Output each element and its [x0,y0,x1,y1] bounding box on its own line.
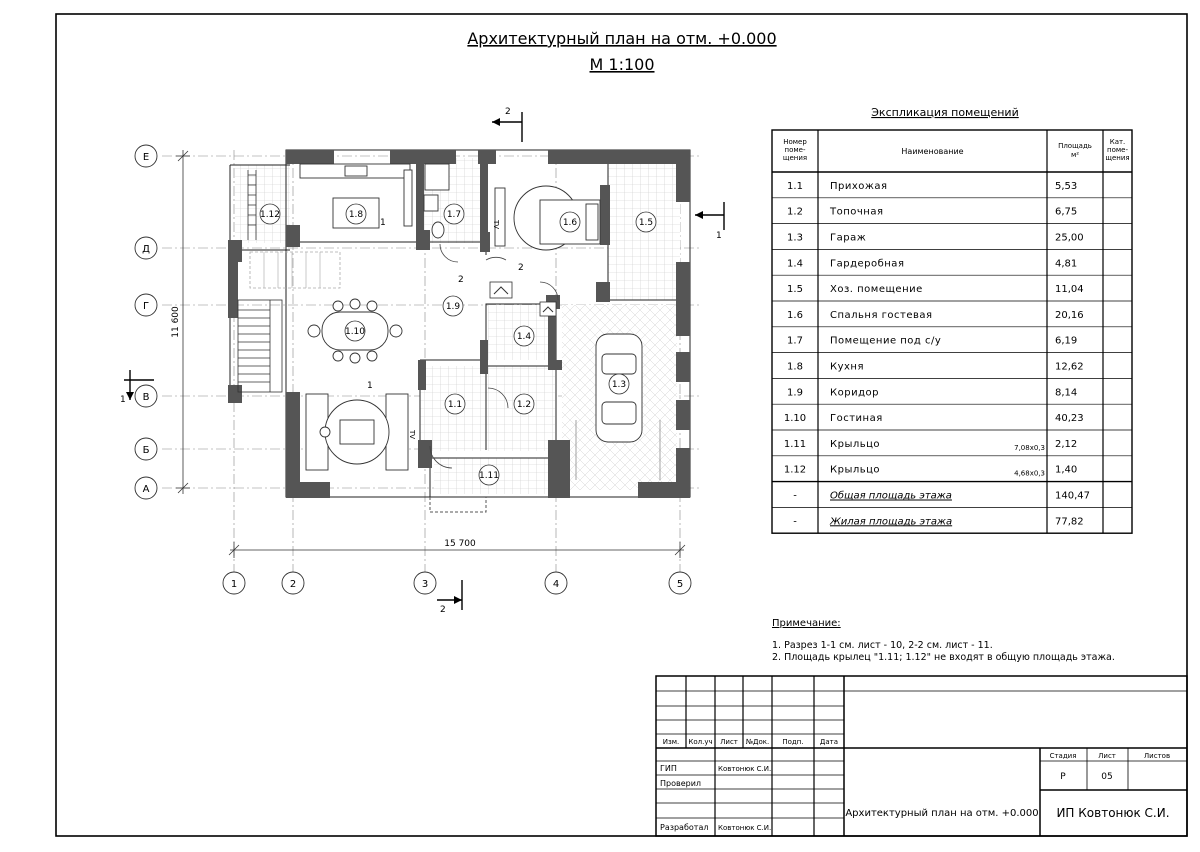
room-label: 1.12 [259,210,281,220]
title-block-columns [663,738,838,746]
notes-title: Примечание: [772,618,841,629]
title-block-roles [660,764,771,832]
stamp-drawing-title: Архитектурный план на отм. +0.000 [845,808,1039,819]
room-label: 1.6 [562,218,578,228]
room-label: 1.7 [446,210,462,220]
axis-number: 4 [552,579,560,590]
row-num: 1.9 [787,387,803,399]
header-name: Наименование [901,147,964,156]
section-label-2-top: 2 [505,107,511,117]
stamp-company: ИП Ковтонюк С.И. [1056,806,1170,820]
stamp-sheets-header: Листов [1143,752,1171,760]
room-label: 1.9 [445,302,461,312]
tv-label: TV [492,220,500,230]
axis-number: 5 [676,579,684,590]
row-name: Топочная [830,206,884,218]
total-name: Общая площадь этажа [830,490,952,502]
header-cat: поме- [1107,146,1128,154]
dimension-height-label: 11 600 [171,306,181,338]
stamp-column-header: Дата [819,738,839,746]
row-num: 1.11 [783,438,807,450]
row-num: 1.5 [787,284,803,296]
room-label: 1.11 [478,471,500,481]
axis-letter: Б [142,445,150,456]
row-area: 6,75 [1055,206,1078,218]
row-num: 1.8 [787,361,803,373]
header-num: Номер [783,138,807,146]
header-num: щения [782,154,808,162]
floor-plan [120,107,724,615]
stamp-column-header: Подп. [782,738,804,746]
stamp-column-header: Изм. [662,738,680,746]
stamp-stage: Р [1060,772,1066,782]
room-fill-1.12 [235,165,290,243]
drawing-scale: М 1:100 [589,55,655,74]
stamp-person: Ковтонюк С.И. [718,824,772,832]
dimension-width-label: 15 700 [444,539,476,549]
stamp-role: Разработал [660,823,709,832]
row-name: Спальня гостевая [830,309,933,321]
header-area: Площадь [1058,142,1092,150]
row-name: Крыльцо [830,464,881,476]
explication-table [772,130,1132,533]
axis-letter: В [142,392,150,403]
axis-letter: А [142,484,150,495]
row-area: 12,62 [1055,361,1084,373]
total-area: 77,82 [1055,516,1084,528]
stamp-person: Ковтонюк С.И. [718,765,772,773]
row-name: Прихожая [830,180,888,192]
sofa-set-icon [306,394,408,470]
section-label-1-inner: 1 [367,381,373,391]
room-label: 1.4 [516,332,532,342]
row-num: 1.6 [787,309,803,321]
header-cat: Кат. [1109,138,1126,146]
row-name: Гардеробная [830,258,905,270]
stamp-column-header: №Док. [745,738,770,746]
row-name: Гараж [830,232,867,244]
stamp-sheet-header: Лист [1098,752,1116,760]
row-note: 4,68x0,3 [1014,469,1045,478]
section-label-2-inner: 2 [458,275,464,285]
stamp-role: Проверил [660,779,702,788]
total-num: - [793,490,797,502]
row-area: 20,16 [1055,309,1084,321]
explication-title: Экспликация помещений [871,106,1019,119]
tv-label: TV [408,430,416,440]
axis-letter: Д [142,244,150,255]
axis-letter: Е [142,152,150,163]
room-label: 1.3 [611,380,627,390]
row-area: 2,12 [1055,438,1078,450]
section-label-2-bottom: 2 [440,605,446,615]
header-num: поме- [784,146,806,154]
row-name: Хоз. помещение [830,284,923,296]
room-label: 1.1 [447,400,463,410]
room-label: 1.10 [344,327,366,337]
total-name: Жилая площадь этажа [830,516,953,528]
note-item: 2. Площадь крылец "1.11; 1.12" не входят в общую площадь этажа. [772,652,1115,663]
section-label-1-left: 1 [120,395,126,405]
row-area: 4,81 [1055,258,1078,270]
section-label-1-right: 1 [716,231,722,241]
row-area: 40,23 [1055,413,1084,425]
row-num: 1.3 [787,232,803,244]
stamp-sheet: 05 [1101,772,1113,782]
row-area: 5,53 [1055,180,1078,192]
axis-number: 1 [230,579,238,590]
stamp-column-header: Лист [720,738,738,746]
section-label-1-inner: 1 [380,218,386,228]
row-area: 25,00 [1055,232,1084,244]
row-num: 1.2 [787,206,803,218]
row-num: 1.10 [783,413,807,425]
row-num: 1.12 [783,464,807,476]
row-name: Кухня [830,361,864,373]
row-area: 8,14 [1055,387,1078,399]
header-cat: щения [1105,154,1130,162]
row-num: 1.1 [787,180,803,192]
room-label: 1.5 [638,218,654,228]
axis-number-markers [223,572,691,594]
total-num: - [793,516,797,528]
room-label: 1.8 [348,210,364,220]
row-name: Помещение под с/у [830,335,942,347]
axis-letter: Г [142,301,150,312]
row-area: 1,40 [1055,464,1078,476]
row-name: Крыльцо [830,438,881,450]
room-fill-1.1-1.2 [420,366,555,451]
axis-letter-markers [135,145,157,499]
section-label-2-inner: 2 [518,263,524,273]
row-num: 1.7 [787,335,803,347]
notes-list [772,640,1115,663]
room-label: 1.2 [516,400,532,410]
header-area: м² [1070,151,1080,159]
row-area: 6,19 [1055,335,1078,347]
drawing-title: Архитектурный план на отм. +0.000 [467,29,777,48]
stamp-column-header: Кол.уч [688,738,713,746]
total-area: 140,47 [1055,490,1090,502]
row-name: Коридор [830,387,879,399]
axis-number: 3 [421,579,429,590]
row-num: 1.4 [787,258,803,270]
note-item: 1. Разрез 1-1 см. лист - 10, 2-2 см. лист - 11. [772,640,993,651]
row-area: 11,04 [1055,284,1084,296]
axis-number: 2 [289,579,297,590]
stamp-role: ГИП [660,764,677,773]
stamp-stage-header: Стадия [1049,752,1077,760]
bed-icon [495,186,600,250]
row-note: 7,08x0,3 [1014,443,1045,452]
porch-outline [430,497,486,512]
row-name: Гостиная [830,413,883,425]
